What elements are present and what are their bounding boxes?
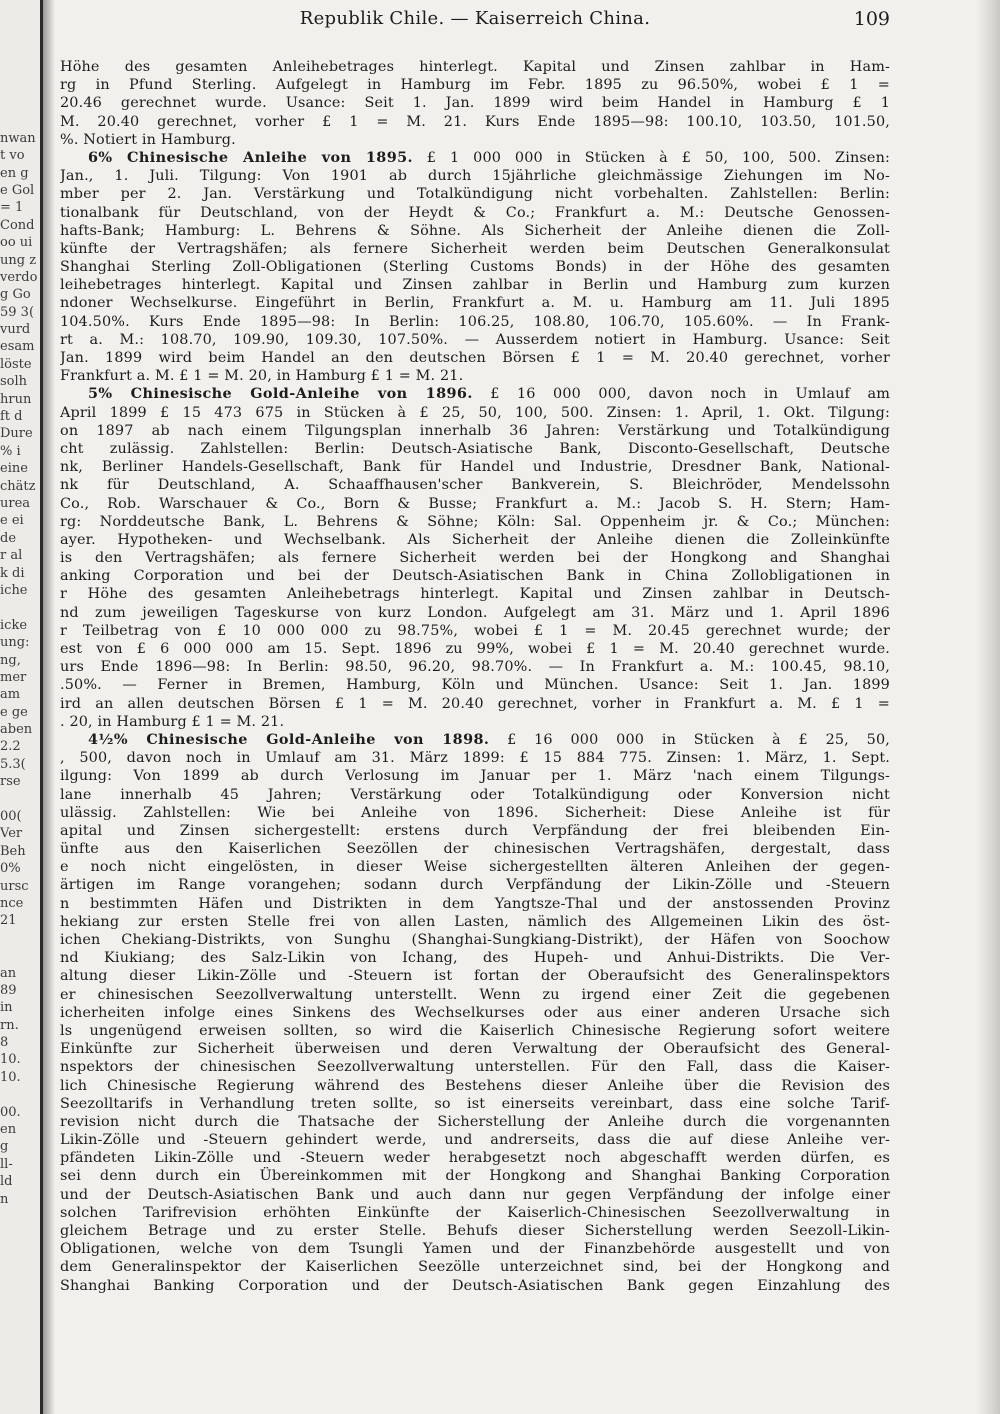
text-line: [60, 240, 890, 258]
line-text: künfte der Vertragshäfen; als fernere Sicherheit werden beim Deutschen Generalkonsulat: [60, 240, 890, 257]
adjacent-page-fragment: verdo: [0, 269, 38, 285]
text-line: [60, 876, 890, 894]
adjacent-page-fragment: 00.: [0, 1104, 21, 1120]
text-line: [60, 1277, 890, 1295]
adjacent-page-fragment: 10.: [0, 1052, 21, 1068]
adjacent-page-fragment: 89: [0, 982, 17, 998]
text-line: [60, 204, 890, 222]
adjacent-page-fragment: in: [0, 1000, 13, 1016]
text-line: [60, 1113, 890, 1131]
text-line: [60, 1095, 890, 1113]
text-line: [60, 895, 890, 913]
text-line: [60, 367, 890, 385]
loan-heading: 6% Chinesische Anleihe von 1895.: [88, 148, 413, 166]
adjacent-page-fragment: ung z: [0, 252, 37, 268]
line-text: Jan., 1. Juli. Tilgung: Von 1901 ab durch 15jährliche gleichmässige Ziehungen im No-: [60, 168, 890, 185]
adjacent-page-fragment: g Go: [0, 287, 31, 303]
text-line: [60, 1004, 890, 1022]
line-text: Jan. 1899 wird beim Handel an den deutschen Börsen £ 1 = M. 20.40 gerechnet, vorher: [60, 350, 890, 366]
line-text: ärtigen im Range vorangehen; sodann durch Verpfändung der Likin-Zölle und -Steuern: [60, 877, 890, 894]
adjacent-page-fragment: t vo: [0, 148, 25, 164]
text-line: [60, 549, 890, 567]
text-line: [60, 1222, 890, 1240]
adjacent-page-fragment: [0, 947, 40, 964]
adjacent-page-fragment: [0, 791, 40, 808]
adjacent-page-fragment: nwan: [0, 130, 36, 146]
adjacent-page-text: [0, 95, 40, 1208]
line-text: rg in Pfund Sterling. Aufgelegt in Hamburg im Febr. 1895 zu 96.50%, wobei £ 1 =: [60, 77, 890, 94]
line-text: ulässig. Zahlstellen: Wie bei Anleihe von 1896. Sicherheit: Diese Anleihe ist für: [60, 804, 890, 821]
line-text: 20.46 gerechnet wurde. Usance: Seit 1. Jan. 1899 wird beim Handel in Hamburg £ 1: [60, 95, 890, 112]
adjacent-page-fragment: de: [0, 530, 17, 546]
line-text: Co., Rob. Warschauer & Co., Born & Busse; Frankfurt a. M.: Jacob S. H. Stern; Ham-: [60, 495, 890, 512]
line-text: ls ungenügend erweisen sollten, so wird die Kaiserlich Chinesische Regierung sofort weitere: [60, 1022, 890, 1039]
line-text: hafts-Bank; Hamburg: L. Behrens & Söhne. Als Sicherheit der Anleihe dienen die Zoll-: [60, 222, 890, 239]
line-text: £ 1 000 000 in Stücken à £ 50, 100, 500. Zinsen:: [412, 149, 890, 166]
text-line: [60, 113, 890, 131]
adjacent-page-fragment: 00(: [0, 809, 22, 825]
text-line: [60, 58, 890, 76]
adjacent-page-fragment: [0, 930, 40, 947]
line-text: leihebetrages hinterlegt. Kapital und Zinsen zahlbar in Berlin und Hamburg zum kurzen: [60, 277, 890, 294]
line-text: apital und Zinsen sichergestellt: erstens durch Verpfändung der frei bleibenden Ein-: [60, 822, 890, 839]
adjacent-page-fragment: nce: [0, 895, 24, 911]
line-text: rt a. M.: 108.70, 109.90, 109.30, 107.50%. — Ausserdem notiert in Hamburg. Usance: Seit: [60, 331, 890, 348]
line-text: Frankfurt a. M. £ 1 = M. 20, in Hamburg £ 1 = M. 21.: [60, 368, 464, 385]
text-line: [60, 695, 890, 713]
line-text: . 20, in Hamburg £ 1 = M. 21.: [60, 713, 285, 730]
body-text: [60, 58, 890, 1295]
adjacent-page-fragment: e ge: [0, 704, 28, 720]
text-line: [60, 840, 890, 858]
line-text: .50%. — Ferner in Bremen, Hamburg, Köln und München. Usance: Seit 1. Jan. 1899: [60, 677, 890, 694]
text-line: [60, 1204, 890, 1222]
line-text: tionalbank für Deutschland, von der Heydt & Co.; Frankfurt a. M.: Deutsche Genossen-: [60, 204, 890, 221]
text-line: [60, 331, 890, 349]
line-text: Likin-Zölle und -Steuern gehindert werde, und andrerseits, dass die auf diese Anleihe ver-: [60, 1132, 890, 1149]
adjacent-page-fragment: ld: [0, 1174, 13, 1190]
text-line: [60, 422, 890, 440]
text-line: [60, 440, 890, 458]
adjacent-page-fragment: rn.: [0, 1017, 19, 1033]
adjacent-page-fragment: [0, 1086, 40, 1103]
text-line: [60, 131, 890, 149]
text-line: [60, 94, 890, 112]
loan-heading: 4½% Chinesische Gold-Anleihe von 1898.: [88, 730, 490, 748]
adjacent-page-fragment: 21: [0, 913, 17, 929]
text-line: [60, 767, 890, 785]
text-line: [60, 167, 890, 185]
adjacent-page-fragment: k di: [0, 565, 25, 581]
line-text: on 1897 ab nach einem Tilgungsplan innerhalb 36 Jahren: Verstärkung und Totalkündigung: [60, 422, 890, 439]
text-line: [60, 313, 890, 331]
adjacent-page-fragment: 2.2: [0, 739, 21, 755]
line-text: ayer. Hypotheken- und Wechselbank. Als Sicherheit der Anleihe dienen die Zolleinkünfte: [60, 531, 890, 548]
text-line: [60, 222, 890, 240]
line-text: ilgung: Von 1899 ab durch Verlosung im Januar per 1. März 'nach einem Tilgungs-: [60, 768, 890, 785]
text-line: [60, 640, 890, 658]
text-line: [60, 1186, 890, 1204]
line-text: rg: Norddeutsche Bank, L. Behrens & Söhne; Köln: Sal. Oppenheim jr. & Co.; München:: [60, 513, 890, 530]
line-text: Höhe des gesamten Anleihebetrages hinterlegt. Kapital und Zinsen zahlbar in Ham-: [60, 59, 890, 75]
text-line: [60, 1040, 890, 1058]
adjacent-page-fragment: eine: [0, 461, 28, 477]
adjacent-page-fragment: 0%: [0, 861, 21, 877]
gutter-shadow: [43, 0, 55, 1414]
line-text: hekiang zur ersten Stelle frei von allen Lasten, nämlich des Allgemeinen Likin des öst-: [60, 913, 890, 930]
line-text: icherheiten infolge eines Sinkens des Wechselkurses oder aus einer anderen Ursache sich: [60, 1004, 890, 1021]
line-text: ird an allen deutschen Börsen £ 1 = M. 20.40 gerechnet, vorher in Frankfurt a. M. £ 1 =: [60, 695, 890, 712]
adjacent-page-fragment: Dure: [0, 426, 33, 442]
section-heading-line: [60, 731, 890, 749]
line-text: nk, Berliner Handels-Gesellschaft, Bank für Handel und Industrie, Dresdner Bank, National-: [60, 459, 890, 476]
text-line: [60, 76, 890, 94]
adjacent-page-fragment: am: [0, 687, 21, 703]
text-line: [60, 749, 890, 767]
line-text: urs Ende 1896—98: In Berlin: 98.50, 96.20, 98.70%. — In Frankfurt a. M.: 100.45, 98.10,: [60, 659, 890, 676]
line-text: er chinesischen Seezollverwaltung unterstellt. Wenn zu irgend einer Zeit die gegebenen: [60, 986, 890, 1003]
adjacent-page-fragment: e Gol: [0, 182, 35, 198]
line-text: pfändeten Likin-Zölle und -Steuern weder herabgesetzt noch abgeschafft werden dürfen, es: [60, 1150, 890, 1167]
text-line: [60, 986, 890, 1004]
adjacent-page-fragment: ung:: [0, 635, 30, 651]
text-line: [60, 1240, 890, 1258]
line-text: Obligationen, welche von dem Tsungli Yamen und der Finanzbehörde ausgestellt und von: [60, 1241, 890, 1258]
text-line: [60, 1058, 890, 1076]
line-text: gleichem Betrage und zu erster Stelle. Behufs dieser Sicherstellung werden Seezoll-Likin-: [60, 1223, 890, 1239]
text-line: [60, 585, 890, 603]
text-line: [60, 1167, 890, 1185]
adjacent-page-fragment: 5.3(: [0, 756, 26, 772]
adjacent-page-fragment: rse: [0, 774, 21, 790]
text-line: [60, 185, 890, 203]
text-line: [60, 567, 890, 585]
page-header: [60, 8, 890, 34]
adjacent-page-fragment: mer: [0, 669, 27, 685]
text-line: [60, 949, 890, 967]
line-text: M. 20.40 gerechnet, vorher £ 1 = M. 21. Kurs Ende 1895—98: 100.10, 103.50, 101.50,: [60, 113, 890, 130]
text-line: [60, 858, 890, 876]
line-text: r Teilbetrag von £ 10 000 000 zu 98.75%, wobei £ 1 = M. 20.45 gerechnet wurde; der: [60, 622, 890, 639]
line-text: nspektors der chinesischen Seezollverwaltung unterstellen. Für den Fall, dass die Kaiser-: [60, 1059, 890, 1076]
adjacent-page-fragment: oo ui: [0, 235, 33, 251]
text-line: [60, 294, 890, 312]
line-text: r Höhe des gesamten Anleihebetrags hinterlegt. Kapital und Zinsen zahlbar in Deutsch-: [60, 586, 890, 603]
text-line: [60, 531, 890, 549]
adjacent-page-fragment: en: [0, 1122, 17, 1138]
text-line: [60, 967, 890, 985]
text-line: [60, 822, 890, 840]
line-text: %. Notiert in Hamburg.: [60, 131, 236, 148]
adjacent-page-fragment: [0, 112, 40, 129]
text-line: [60, 258, 890, 276]
adjacent-page-fragment: ursc: [0, 878, 29, 894]
section-heading-line: [60, 385, 890, 403]
text-line: [60, 786, 890, 804]
section-heading-line: [60, 149, 890, 167]
adjacent-page-fragment: solh: [0, 374, 28, 390]
line-text: lane innerhalb 45 Jahren; Verstärkung oder Totalkündigung oder Konversion nicht: [60, 786, 890, 803]
adjacent-page-fragment: r al: [0, 548, 23, 564]
adjacent-page-fragment: [0, 599, 40, 616]
page-number: 109: [853, 8, 890, 30]
adjacent-page-fragment: = 1: [0, 200, 24, 216]
adjacent-page-edge: [0, 0, 40, 1414]
line-text: n bestimmten Häfen und Distrikten in dem Yangtsze-Thal und der anstossenden Provinz: [60, 895, 890, 912]
text-line: [60, 495, 890, 513]
text-line: [60, 1149, 890, 1167]
adjacent-page-fragment: löste: [0, 356, 32, 372]
text-line: [60, 513, 890, 531]
text-line: [60, 676, 890, 694]
text-line: [60, 1258, 890, 1276]
adjacent-page-fragment: en g: [0, 165, 29, 181]
adjacent-page-fragment: 10.: [0, 1069, 21, 1085]
line-text: cht zulässig. Zahlstellen: Berlin: Deutsch-Asiatische Bank, Disconto-Gesellschaft, Deutsche: [60, 440, 890, 457]
line-text: ünfte aus den Kaiserlichen Seezöllen der chinesischen Vertragshäfen, dergestalt, dass: [60, 841, 890, 858]
line-text: ndoner Wechselkurse. Eingeführt in Berlin, Frankfurt a. M. u. Hamburg am 11. Juli 1895: [60, 295, 890, 312]
text-line: [60, 1131, 890, 1149]
adjacent-page-fragment: Ver: [0, 826, 23, 842]
adjacent-page-fragment: ft d: [0, 409, 23, 425]
line-text: anking Corporation und bei der Deutsch-Asiatischen Bank in China Zollobligationen in: [60, 568, 890, 585]
line-text: sei denn durch ein Übereinkommen mit der Hongkong and Shanghai Banking Corporation: [60, 1168, 890, 1185]
adjacent-page-fragment: e ei: [0, 513, 24, 529]
line-text: Shanghai Banking Corporation und der Deutsch-Asiatischen Bank gegen Einzahlung des: [60, 1277, 890, 1294]
adjacent-page-fragment: vurd: [0, 322, 31, 338]
text-line: [60, 931, 890, 949]
adjacent-page-fragment: [0, 95, 40, 112]
line-text: Shanghai Sterling Zoll-Obligationen (Sterling Customs Bonds) in der Höhe des gesamten: [60, 259, 890, 276]
text-line: [60, 404, 890, 422]
adjacent-page-fragment: g: [0, 1139, 9, 1155]
line-text: £ 16 000 000, davon noch in Umlauf am: [472, 386, 890, 403]
adjacent-page-fragment: chätz: [0, 478, 36, 494]
text-line: [60, 622, 890, 640]
line-text: 104.50%. Kurs Ende 1895—98: In Berlin: 106.25, 108.80, 106.70, 105.60%. — In Frank-: [60, 313, 890, 330]
adjacent-page-fragment: esam: [0, 339, 35, 355]
line-text: dem Generalinspektor der Kaiserlichen Seezölle unterzeichnet sind, bei der Hongkong and: [60, 1259, 890, 1276]
text-line: [60, 349, 890, 367]
adjacent-page-fragment: 59 3(: [0, 304, 35, 320]
running-head: Republik Chile. — Kaiserreich China.: [299, 8, 651, 29]
line-text: nd zum jeweiligen Tageskurse von kurz London. Aufgelegt am 31. März und 1. April 1896: [60, 604, 890, 621]
text-line: [60, 658, 890, 676]
line-text: ichen Chekiang-Distrikts, von Sunghu (Shanghai-Sungkiang-Distrikt), der Häfen von Soochow: [60, 932, 890, 948]
text-line: [60, 276, 890, 294]
line-text: altung dieser Likin-Zölle und -Steuern ist fortan der Oberaufsicht des Generalinspektors: [60, 968, 890, 985]
adjacent-page-fragment: n: [0, 1191, 9, 1207]
line-text: lich Chinesische Regierung während des Bestehens dieser Anleihe über die Revision des: [60, 1077, 890, 1094]
adjacent-page-fragment: Beh: [0, 843, 26, 859]
text-line: [60, 713, 890, 731]
line-text: Seezolltarifs in Verhandlung treten sollte, so ist einerseits vereinbart, dass eine solche Tarif-: [60, 1095, 890, 1112]
page-edge-shadow: [976, 0, 1000, 1414]
adjacent-page-fragment: ng,: [0, 652, 21, 668]
line-text: nd Kiukiang; des Salz-Likin von Ichang, des Hupeh- und Anhui-Distrikts. Die Ver-: [60, 950, 890, 967]
line-text: est von £ 6 000 000 am 15. Sept. 1896 zu 99%, wobei £ 1 = M. 20.40 gerechnet wurde.: [60, 641, 890, 657]
text-line: [60, 458, 890, 476]
text-line: [60, 1022, 890, 1040]
line-text: und der Deutsch-Asiatischen Bank und auch dann nur gegen Verpfändung der infolge einer: [60, 1186, 890, 1203]
adjacent-page-fragment: iche: [0, 582, 28, 598]
line-text: is den Vertragshäfen; als fernere Sicherheit werden bei der Hongkong and Shanghai: [60, 550, 890, 567]
text-line: [60, 1077, 890, 1095]
adjacent-page-fragment: aben: [0, 722, 33, 738]
adjacent-page-fragment: 8: [0, 1035, 9, 1051]
line-text: April 1899 £ 15 473 675 in Stücken à £ 25, 50, 100, 500. Zinsen: 1. April, 1. Okt. Tilgung:: [60, 404, 890, 421]
adjacent-page-fragment: urea: [0, 495, 31, 511]
text-line: [60, 804, 890, 822]
line-text: e noch nicht eingelösten, in dieser Weise sichergestellten älteren Anleihen der gegen-: [60, 859, 890, 876]
text-line: [60, 604, 890, 622]
adjacent-page-fragment: icke: [0, 617, 28, 633]
line-text: mber per 2. Jan. Verstärkung und Totalkündigung nicht vorbehalten. Zahlstellen: Berlin:: [60, 186, 890, 203]
line-text: Einkünfte zur Sicherheit überweisen und deren Verwaltung der Oberaufsicht des General-: [60, 1041, 890, 1058]
line-text: revision nicht durch die Thatsache der Sicherstellung der Anleihe durch die vorgenannten: [60, 1113, 890, 1130]
adjacent-page-fragment: an: [0, 965, 17, 981]
line-text: , 500, davon noch in Umlauf am 31. März 1899: £ 15 884 775. Zinsen: 1. März, 1. Sept.: [60, 750, 890, 767]
text-line: [60, 476, 890, 494]
adjacent-page-fragment: Cond: [0, 217, 35, 233]
adjacent-page-fragment: ll-: [0, 1156, 13, 1172]
line-text: nk für Deutschland, A. Schaaffhausen'scher Bankverein, S. Bleichröder, Mendelssohn: [60, 477, 890, 494]
line-text: £ 16 000 000 in Stücken à £ 25, 50,: [489, 731, 890, 748]
adjacent-page-fragment: % i: [0, 443, 21, 459]
text-line: [60, 913, 890, 931]
adjacent-page-fragment: hrun: [0, 391, 32, 407]
loan-heading: 5% Chinesische Gold-Anleihe von 1896.: [88, 385, 473, 403]
line-text: solchen Tarifrevision erhöhten Einkünfte der Kaiserlich-Chinesischen Seezollverwaltung in: [60, 1204, 890, 1221]
